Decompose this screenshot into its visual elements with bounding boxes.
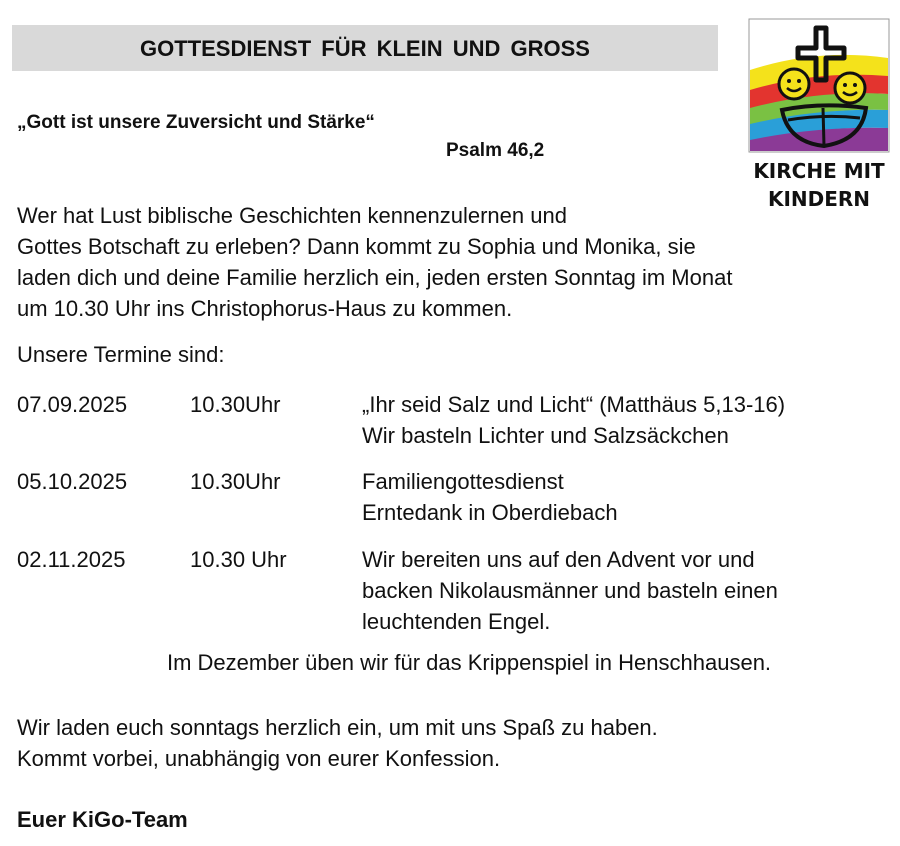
kirche-mit-kindern-logo: [748, 18, 890, 218]
closing-line: Kommt vorbei, unabhängig von eurer Konfession.: [17, 746, 501, 771]
termin-desc-line: „Ihr seid Salz und Licht“ (Matthäus 5,13-16): [362, 392, 786, 417]
logo-text-line1: KIRCHE MIT: [753, 159, 885, 183]
bible-quote-source: Psalm 46,2: [446, 140, 545, 161]
intro-line: um 10.30 Uhr ins Christophorus-Haus zu kommen.: [17, 296, 513, 321]
termin-description: [362, 466, 618, 528]
page-title: GOTTESDIENST FÜR KLEIN UND GROSS: [140, 36, 590, 61]
signature: Euer KiGo-Team: [17, 807, 188, 832]
termin-desc-line: backen Nikolausmänner und basteln einen: [362, 578, 778, 603]
termin-description: [362, 389, 785, 451]
intro-line: Wer hat Lust biblische Geschichten kennenzulernen und: [17, 203, 567, 228]
closing-line: Wir laden euch sonntags herzlich ein, um mit uns Spaß zu haben.: [17, 715, 658, 740]
termin-time: 10.30 Uhr: [190, 547, 287, 572]
bible-quote: „Gott ist unsere Zuversicht und Stärke“: [17, 112, 375, 133]
dezember-note: Im Dezember üben wir für das Krippenspiel in Henschhausen.: [166, 650, 772, 675]
termin-description: [362, 544, 778, 637]
termin-desc-line: leuchtenden Engel.: [362, 609, 551, 634]
intro-line: Gottes Botschaft zu erleben? Dann kommt zu Sophia und Monika, sie: [17, 234, 696, 259]
termin-desc-line: Wir basteln Lichter und Salzsäckchen: [362, 423, 729, 448]
termin-date: 07.09.2025: [17, 392, 128, 417]
termin-desc-line: Familiengottesdienst: [362, 469, 564, 494]
intro-paragraph: [17, 200, 897, 324]
intro-line: laden dich und deine Familie herzlich ein, jeden ersten Sonntag im Monat: [17, 265, 733, 290]
termin-time: 10.30Uhr: [190, 392, 281, 417]
logo-text-line2: KINDERN: [767, 187, 871, 211]
termin-desc-line: Wir bereiten uns auf den Advent vor und: [362, 547, 755, 572]
closing-paragraph: [17, 712, 658, 774]
page-title-banner: [12, 25, 718, 71]
termin-date: 05.10.2025: [17, 469, 128, 494]
termin-time: 10.30Uhr: [190, 469, 281, 494]
termine-heading: Unsere Termine sind:: [17, 342, 225, 367]
termin-date: 02.11.2025: [17, 547, 126, 572]
termin-desc-line: Erntedank in Oberdiebach: [362, 500, 618, 525]
